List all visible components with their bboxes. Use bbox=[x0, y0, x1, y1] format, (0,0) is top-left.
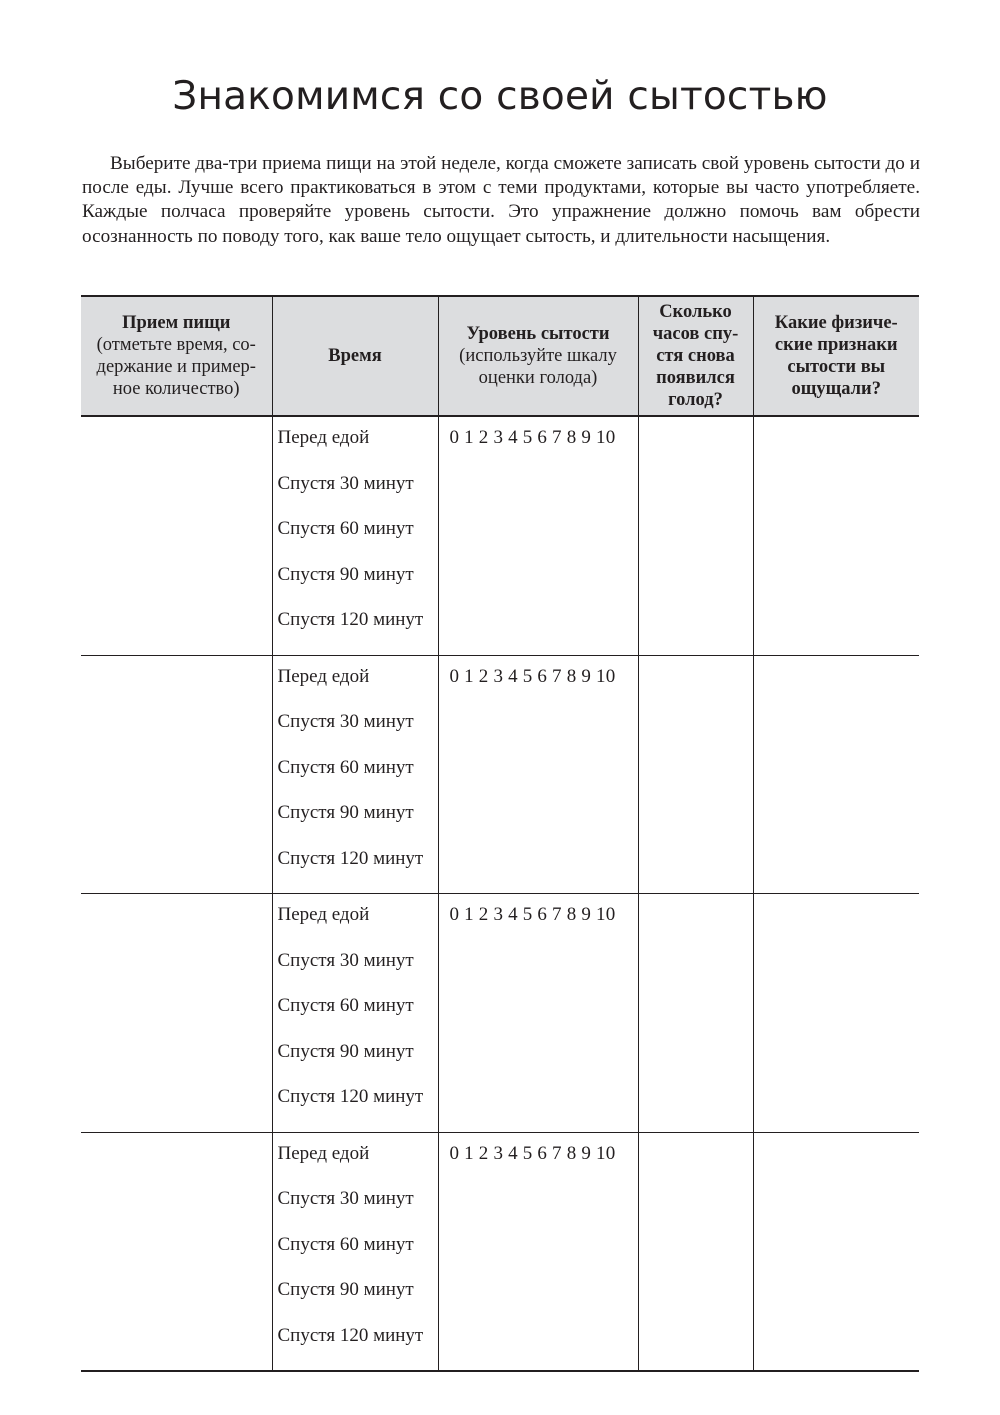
header-time bbox=[272, 296, 438, 416]
time-cell bbox=[272, 1132, 438, 1371]
time-label: Спустя 120 минут bbox=[277, 1324, 424, 1346]
hunger-scale: 0 1 2 3 4 5 6 7 8 9 10 bbox=[449, 904, 616, 925]
header-hours-line: стя снова bbox=[656, 346, 735, 366]
time-label: Перед едой bbox=[277, 904, 370, 925]
signs-entry-cell[interactable] bbox=[753, 655, 919, 894]
time-label: Спустя 30 минут bbox=[277, 472, 414, 494]
satiety-table bbox=[81, 295, 919, 1372]
table-header-row bbox=[81, 296, 919, 416]
time-label: Спустя 30 минут bbox=[277, 949, 414, 971]
time-label: Спустя 60 минут bbox=[277, 995, 414, 1016]
time-label: Спустя 90 минут bbox=[277, 802, 414, 823]
time-cell bbox=[272, 655, 438, 894]
intro-paragraph: Выберите два-три приема пищи на этой неделе, когда сможете записать свой уровень сытости до и после еды. Лучше всего практиковаться в этом с теми продуктами, которые вы часто употребляете. Каждые полчаса проверяйте уровень сытости. Это упражнение должно помочь вам обрести осознанность по поводу того, как ваше тело ощущает сытость, и длительности насыщения. bbox=[82, 153, 920, 247]
header-time-title: Время bbox=[328, 346, 382, 366]
signs-entry-cell[interactable] bbox=[753, 1132, 919, 1371]
hours-entry-cell[interactable] bbox=[638, 416, 753, 655]
header-meal-note-line: держание и пример- bbox=[96, 357, 256, 377]
hours-entry-cell[interactable] bbox=[638, 655, 753, 894]
signs-entry-cell[interactable] bbox=[753, 416, 919, 655]
page-title: Знакомимся со своей сытостью bbox=[172, 74, 828, 119]
header-level-title: Уровень сытости bbox=[466, 324, 610, 344]
time-label: Спустя 90 минут bbox=[277, 1040, 414, 1062]
table-row bbox=[81, 894, 919, 1133]
header-meal-note-line: ное количество) bbox=[112, 379, 240, 399]
meal-entry-cell[interactable] bbox=[81, 1132, 272, 1371]
hunger-scale: 0 1 2 3 4 5 6 7 8 9 10 bbox=[449, 665, 616, 687]
header-meal bbox=[81, 296, 272, 416]
header-signs bbox=[753, 296, 919, 416]
level-cell[interactable] bbox=[438, 655, 638, 894]
hunger-scale: 0 1 2 3 4 5 6 7 8 9 10 bbox=[449, 427, 616, 448]
header-hours bbox=[638, 296, 753, 416]
header-hours-line: голод? bbox=[668, 390, 723, 410]
hours-entry-cell[interactable] bbox=[638, 894, 753, 1133]
signs-entry-cell[interactable] bbox=[753, 894, 919, 1133]
time-label: Перед едой bbox=[277, 427, 370, 448]
table-row bbox=[81, 1132, 919, 1371]
header-signs-line: ощущали? bbox=[791, 379, 881, 399]
time-label: Спустя 60 минут bbox=[277, 518, 414, 539]
header-signs-line: сытости вы bbox=[787, 357, 886, 377]
time-label: Спустя 120 минут bbox=[277, 1086, 424, 1107]
time-label: Спустя 120 минут bbox=[277, 847, 424, 869]
time-label: Перед едой bbox=[277, 1142, 370, 1164]
time-list bbox=[273, 417, 438, 655]
meal-entry-cell[interactable] bbox=[81, 894, 272, 1133]
header-level-note-line: оценки голода) bbox=[478, 368, 598, 388]
time-list bbox=[273, 656, 438, 894]
time-label: Спустя 90 минут bbox=[277, 1279, 414, 1300]
time-label: Спустя 30 минут bbox=[277, 1188, 414, 1209]
level-cell[interactable] bbox=[438, 416, 638, 655]
header-hours-line: появился bbox=[656, 368, 735, 388]
header-signs-line: Какие физиче- bbox=[774, 313, 898, 333]
time-label: Спустя 60 минут bbox=[277, 1233, 414, 1255]
time-label: Перед едой bbox=[277, 665, 370, 687]
time-cell bbox=[272, 416, 438, 655]
table-row bbox=[81, 655, 919, 894]
header-hours-line: Сколько bbox=[659, 302, 732, 322]
header-level-note-line: (используйте шкалу bbox=[459, 346, 617, 366]
time-cell bbox=[272, 894, 438, 1133]
table-row bbox=[81, 416, 919, 655]
meal-entry-cell[interactable] bbox=[81, 416, 272, 655]
time-list bbox=[273, 894, 438, 1132]
header-level bbox=[438, 296, 638, 416]
hours-entry-cell[interactable] bbox=[638, 1132, 753, 1371]
time-label: Спустя 30 минут bbox=[277, 711, 414, 732]
time-list bbox=[273, 1133, 438, 1371]
header-meal-note-line: (отметьте время, со- bbox=[96, 335, 256, 355]
header-meal-title: Прием пищи bbox=[122, 313, 231, 333]
time-label: Спустя 60 минут bbox=[277, 756, 414, 778]
header-hours-line: часов спу- bbox=[652, 324, 739, 344]
meal-entry-cell[interactable] bbox=[81, 655, 272, 894]
time-label: Спустя 120 минут bbox=[277, 609, 424, 630]
level-cell[interactable] bbox=[438, 894, 638, 1133]
hunger-scale: 0 1 2 3 4 5 6 7 8 9 10 bbox=[449, 1142, 616, 1164]
time-label: Спустя 90 минут bbox=[277, 563, 414, 585]
level-cell[interactable] bbox=[438, 1132, 638, 1371]
header-signs-line: ские признаки bbox=[774, 335, 898, 355]
